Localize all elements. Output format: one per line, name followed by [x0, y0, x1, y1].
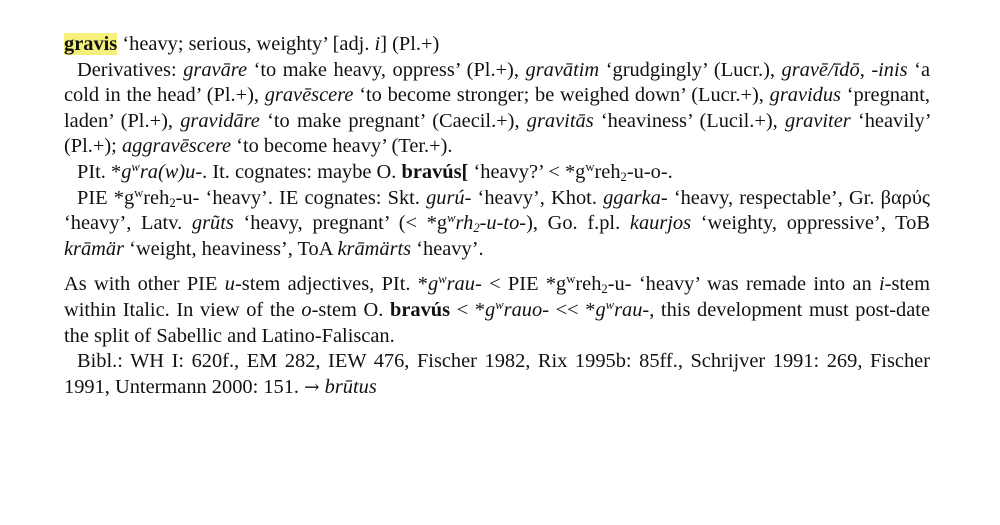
pit-label: PIt. [77, 160, 106, 183]
headword-line [64, 32, 930, 58]
tocharian-b-cognate: krāmär [64, 237, 125, 260]
tocharian-a-cognate: krāmärts [337, 237, 412, 260]
discussion-paragraph: As with other PIE u-stem adjectives, PIt. $*g^wrau-$ < PIE $*g^wreh_2-u-$ ‘heavy’ was remade into an i-stem within Italic. In view of the o-stem O. bravús < $*g^wrauo- << *g^wrau-$, this development must post-date the split of Sabellic and Latino-Faliscan. [64, 272, 930, 347]
derivative-item: gravitās ‘heaviness’ (Lucil.+), [526, 109, 778, 132]
khotanese-cognate: ggarka- [603, 186, 668, 209]
derivative-item: gravāre ‘to make heavy, oppress’ (Pl.+), [183, 58, 519, 81]
derivatives-paragraph [64, 58, 930, 160]
proto-italic-paragraph: PIt. $*g^wra(w)u-$. It. cognates: maybe O. bravús[ ‘heavy?’ < $*g^wreh_2-u-o-$. [77, 160, 673, 185]
derivative-item: gravēscere ‘to become stronger; be weighed down’ (Lucr.+), [264, 84, 764, 107]
oscan-cognate: bravús[ [401, 160, 469, 183]
pit-reconstruction: ra(w)u- [139, 160, 203, 183]
pie-paragraph: PIE $*g^wreh_2-u-$ ‘heavy’. IE cognates: Skt. gurú- ‘heavy’, Khot. ggarka- ‘heavy, respectable’, Gr. βαρύς ‘heavy’, Latv. grũts ‘heavy, pregnant’ (< $*g^wrh_2-u-to-$), Go. f.pl. kaurjos ‘weighty, oppressive’, ToB krāmär ‘weight, heaviness’, ToA krāmärts ‘heavy’. [64, 185, 930, 260]
cross-reference-arrow-icon: → [304, 376, 320, 398]
derivative-item: gravē/īdō, -inis ‘a cold in the head’ (Pl.+), [64, 58, 930, 107]
latvian-cognate: grũts [191, 212, 234, 235]
headword: gravis [64, 33, 118, 55]
dictionary-entry [64, 32, 930, 400]
headword-gloss: ‘heavy; serious, weighty’ [122, 33, 328, 55]
derivative-item: graviter ‘heavily’ (Pl.+); [64, 109, 931, 158]
derivative-item: gravātim ‘grudgingly’ (Lucr.), [525, 58, 775, 81]
derivative-item: gravidāre ‘to make pregnant’ (Caecil.+), [180, 109, 520, 132]
derivatives-label: Derivatives: [77, 58, 177, 81]
headword-attestation: (Pl.+) [392, 33, 440, 55]
pie-label: PIE [77, 186, 108, 209]
oscan-form: bravús [390, 298, 451, 321]
bibliography-text: Bibl.: WH I: 620f., EM 282, IEW 476, Fischer 1982, Rix 1995b: 85ff., Schrijver 1991: 269, Fischer 1991, Untermann 2000: 151. [64, 350, 930, 398]
derivative-item: aggravēscere ‘to become heavy’ (Ter.+). [121, 135, 453, 158]
cross-reference-link[interactable]: brūtus [324, 375, 377, 398]
sanskrit-cognate: gurú- [426, 186, 472, 209]
gothic-cognate: kaurjos [629, 212, 692, 235]
grammar-info: [adj. i] [332, 33, 388, 55]
bibliography-paragraph [64, 349, 930, 400]
derivative-item: gravidus ‘pregnant, laden’ (Pl.+), [64, 84, 930, 132]
